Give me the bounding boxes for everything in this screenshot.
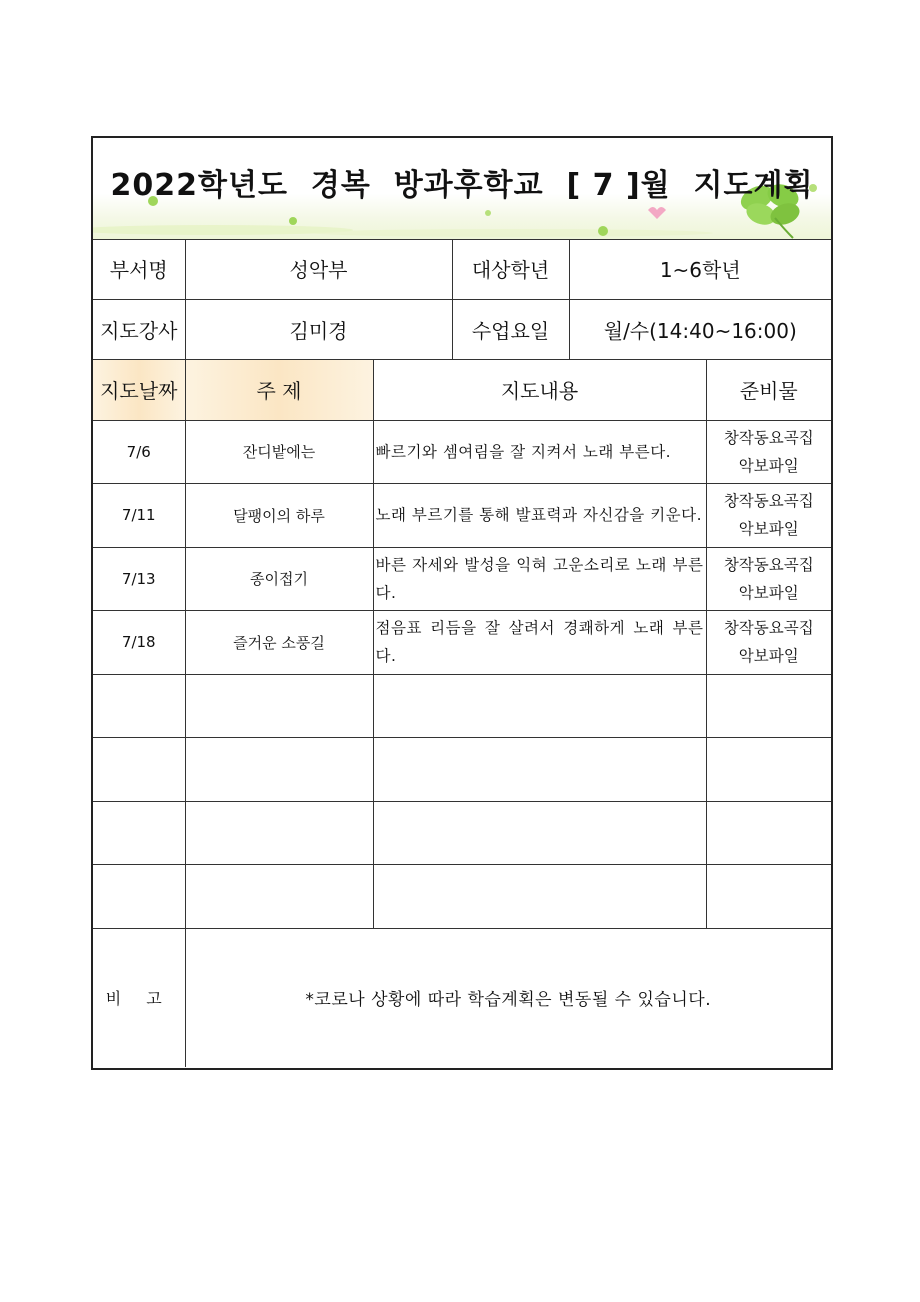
- dept-label: 부서명: [93, 239, 185, 299]
- materials-songbook: 창작동요곡집: [723, 619, 814, 638]
- materials-sheet-file: 악보파일: [738, 520, 799, 539]
- row-date: 7/13: [93, 547, 185, 611]
- empty-cell: [373, 674, 706, 738]
- header-topic: 주 제: [185, 359, 373, 420]
- empty-table-row: [93, 801, 831, 865]
- note-text: *코로나 상황에 따라 학습계획은 변동될 수 있습니다.: [185, 928, 831, 1067]
- header-date: 지도날짜: [93, 359, 185, 420]
- target-value: 1~6학년: [569, 239, 831, 299]
- plan-table: [93, 239, 831, 1067]
- table-row: [93, 420, 831, 484]
- row-content: 바른 자세와 발성을 익혀 고운소리로 노래 부른다.: [373, 547, 706, 611]
- empty-cell: [93, 674, 185, 738]
- day-label: 수업요일: [452, 299, 569, 359]
- empty-table-row: [93, 738, 831, 802]
- empty-cell: [706, 738, 831, 802]
- materials-sheet-file: 악보파일: [738, 583, 799, 602]
- empty-cell: [706, 865, 831, 929]
- row-materials: [706, 484, 831, 548]
- info-row-teacher: [93, 299, 831, 359]
- materials-songbook: 창작동요곡집: [723, 428, 814, 447]
- row-topic: 종이접기: [185, 547, 373, 611]
- day-value: 월/수(14:40~16:00): [569, 299, 831, 359]
- header-materials: 준비물: [706, 359, 831, 420]
- empty-cell: [93, 865, 185, 929]
- header-content: 지도내용: [373, 359, 706, 420]
- row-content: 빠르기와 셈여림을 잘 지켜서 노래 부른다.: [373, 420, 706, 484]
- empty-table-row: [93, 674, 831, 738]
- empty-cell: [706, 801, 831, 865]
- table-row: [93, 611, 831, 675]
- table-row: [93, 547, 831, 611]
- empty-cell: [373, 865, 706, 929]
- row-content: 노래 부르기를 통해 발표력과 자신감을 키운다.: [373, 484, 706, 548]
- empty-table-row: [93, 865, 831, 929]
- teacher-value: 김미경: [185, 299, 452, 359]
- materials-sheet-file: 악보파일: [738, 456, 799, 475]
- empty-cell: [373, 801, 706, 865]
- empty-cell: [93, 738, 185, 802]
- page-title: 2022학년도 경복 방과후학교 [ 7 ]월 지도계획: [110, 168, 814, 203]
- empty-cell: [185, 674, 373, 738]
- empty-cell: [185, 738, 373, 802]
- row-content: 점음표 리듬을 잘 살려서 경쾌하게 노래 부른다.: [373, 611, 706, 675]
- row-topic: 달팽이의 하루: [185, 484, 373, 548]
- empty-cell: [185, 801, 373, 865]
- row-materials: [706, 547, 831, 611]
- materials-songbook: 창작동요곡집: [723, 492, 814, 511]
- row-topic: 잔디밭에는: [185, 420, 373, 484]
- empty-cell: [185, 865, 373, 929]
- note-row: [93, 928, 831, 1067]
- note-label: 비 고: [93, 928, 185, 1067]
- row-materials: [706, 420, 831, 484]
- materials-songbook: 창작동요곡집: [723, 555, 814, 574]
- row-date: 7/11: [93, 484, 185, 548]
- column-header-row: [93, 359, 831, 420]
- target-label: 대상학년: [452, 239, 569, 299]
- table-row: [93, 484, 831, 548]
- teacher-label: 지도강사: [93, 299, 185, 359]
- title-banner: [93, 138, 831, 240]
- empty-cell: [706, 674, 831, 738]
- materials-sheet-file: 악보파일: [738, 647, 799, 666]
- plan-sheet: [91, 136, 833, 1070]
- dept-value: 성악부: [185, 239, 452, 299]
- row-date: 7/18: [93, 611, 185, 675]
- row-date: 7/6: [93, 420, 185, 484]
- info-row-dept: [93, 239, 831, 299]
- row-topic: 즐거운 소풍길: [185, 611, 373, 675]
- empty-cell: [373, 738, 706, 802]
- row-materials: [706, 611, 831, 675]
- empty-cell: [93, 801, 185, 865]
